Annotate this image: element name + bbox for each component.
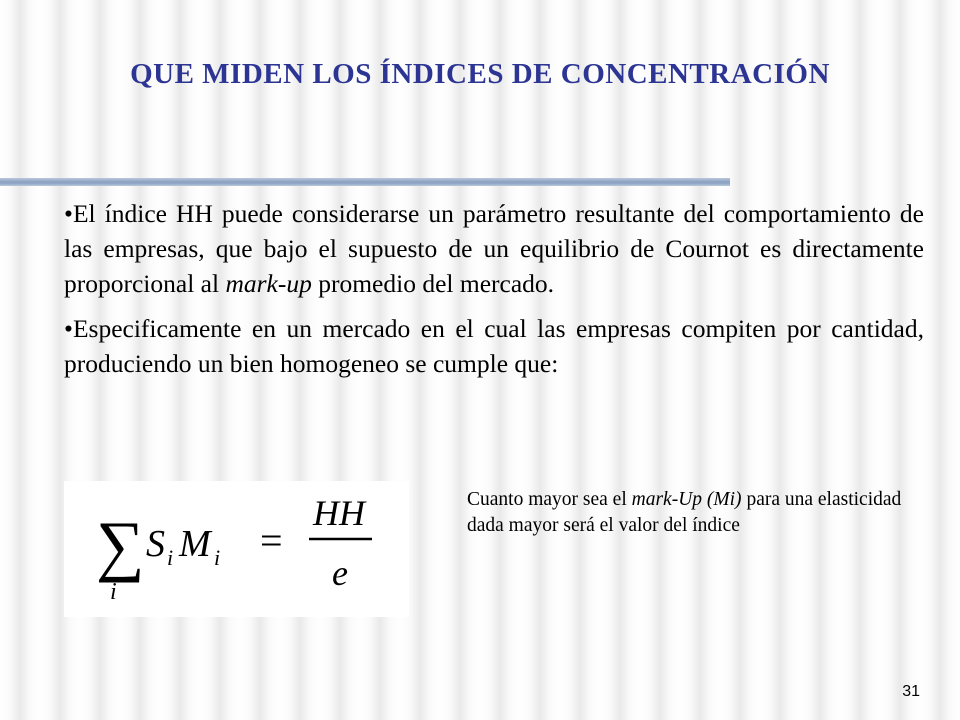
formula-numerator: HH <box>313 493 365 533</box>
bullet-marker: • <box>64 314 73 343</box>
formula-share-index: i <box>167 545 174 570</box>
bullet-emphasis-markup: mark-up <box>225 269 312 298</box>
note-emphasis: mark-Up (Mi) <box>631 489 742 510</box>
page-number: 31 <box>902 683 920 700</box>
note-text-end: para una elasticidad dada mayor será el valor del índice <box>467 489 902 536</box>
formula-denominator: e <box>332 553 348 593</box>
note-text: Cuanto mayor sea el <box>467 489 632 510</box>
formula-markup-index: i <box>214 545 221 570</box>
bullet-text: El índice HH puede considerarse un parámetro resultante del comportamiento de las empresas, que bajo el supuesto de un equilibrio de Cournot es directamente proporcional al <box>64 199 924 298</box>
formula-equals: = <box>260 518 283 563</box>
formula-image <box>64 481 409 617</box>
formula-share-symbol: S <box>146 523 165 565</box>
bullet-hh-markup <box>64 196 924 301</box>
slide-title: QUE MIDEN LOS ÍNDICES DE CONCENTRACIÓN <box>130 58 830 90</box>
formula-note <box>467 487 942 539</box>
bullet-text: Especificamente en un mercado en el cual las empresas compiten por cantidad, produciendo un bien homogeneo se cumple que: <box>64 314 924 378</box>
formula-sigma: ∑ <box>96 507 145 583</box>
title-divider <box>0 178 730 186</box>
bullet-text-end: promedio del mercado. <box>311 269 555 298</box>
slide-body <box>64 196 924 391</box>
bullet-cournot-quantity <box>64 311 924 381</box>
bullet-marker: • <box>64 199 73 228</box>
formula-markup-symbol: M <box>179 523 211 565</box>
formula-sum-index: i <box>110 579 117 605</box>
formula-svg <box>64 481 409 617</box>
